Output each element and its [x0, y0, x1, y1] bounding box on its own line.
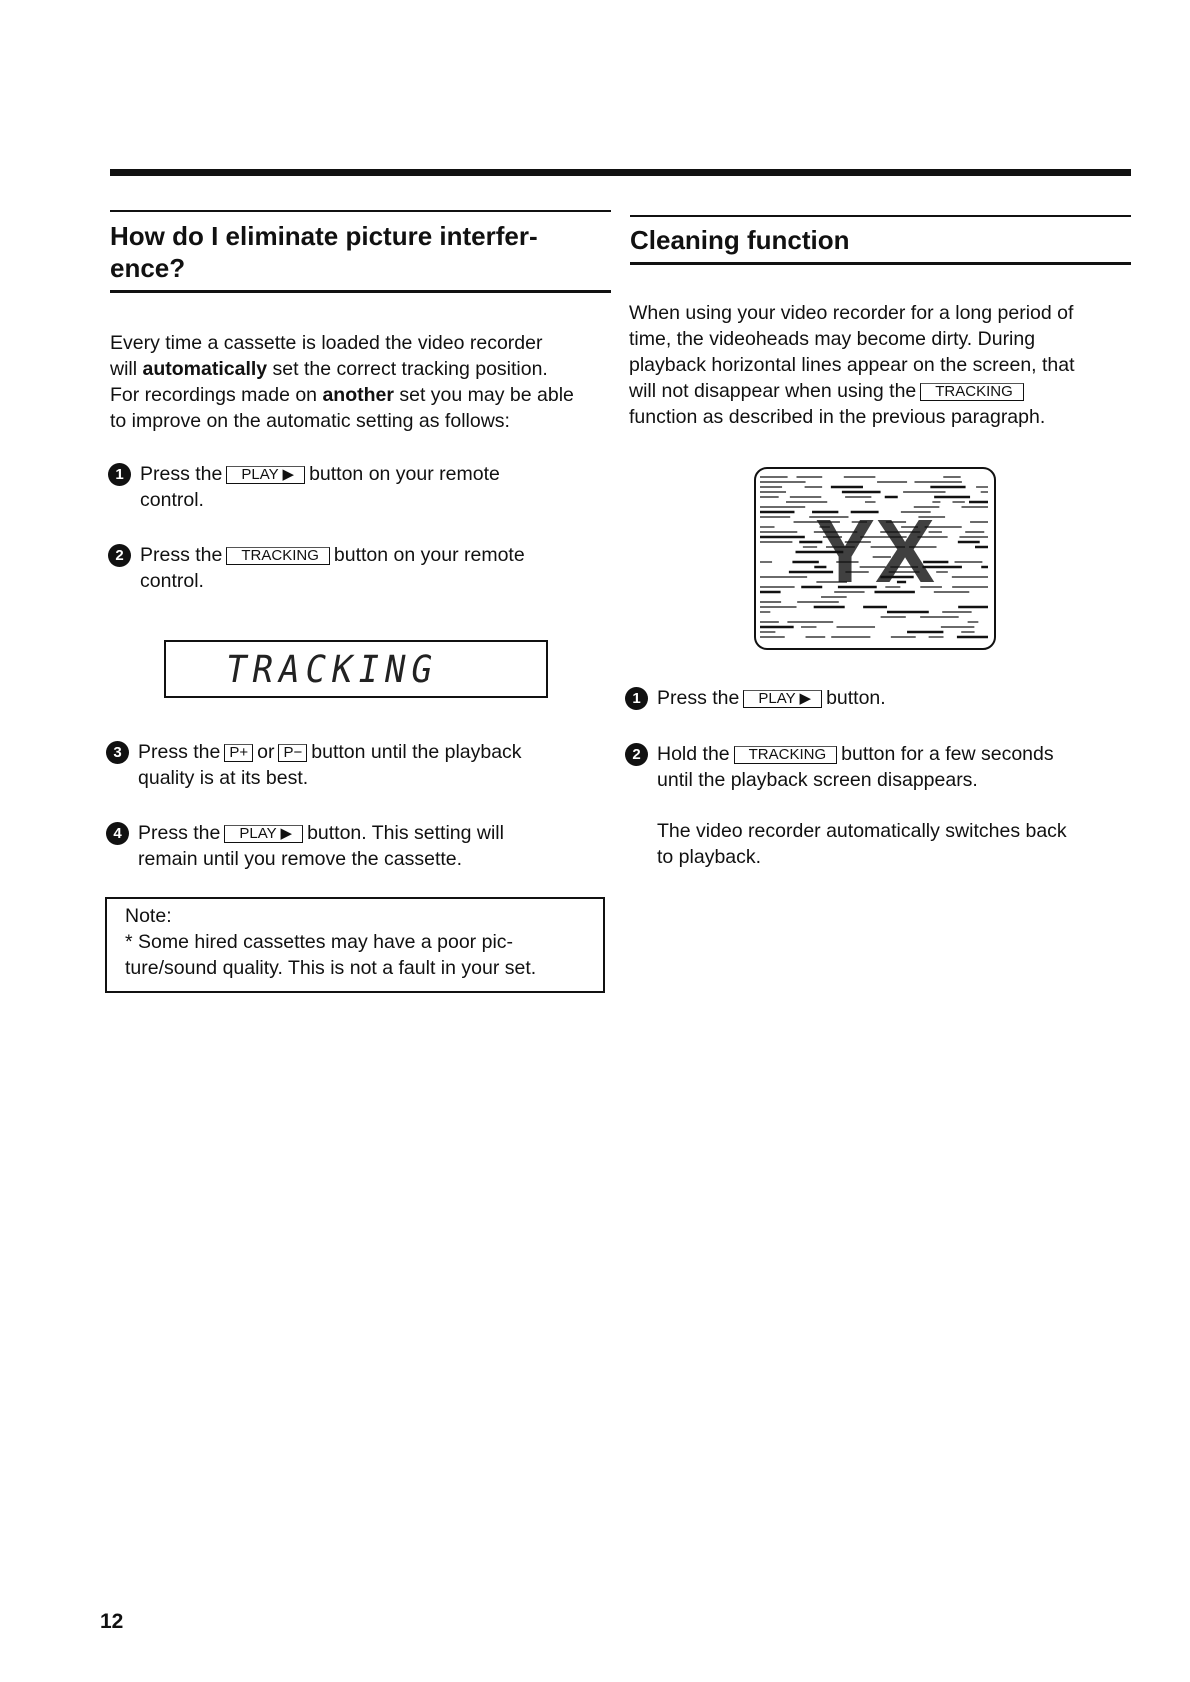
note-text: ture/sound quality. This is not a fault in your set.	[125, 957, 537, 979]
note-title: Note:	[125, 905, 172, 927]
step-3	[106, 739, 522, 791]
play-key: PLAY ▶	[224, 825, 303, 843]
tracking-key: TRACKING	[920, 383, 1024, 401]
text: button.	[826, 687, 886, 709]
step-number: 1	[625, 687, 648, 710]
text: Press the	[138, 822, 221, 844]
text: button. This setting will	[307, 822, 504, 844]
top-rule	[110, 169, 1131, 176]
text: time, the videoheads may become dirty. During	[629, 328, 1036, 350]
text: Press the	[657, 687, 740, 709]
step-number: 2	[108, 544, 131, 567]
text: button on your remote	[333, 544, 525, 566]
intro-paragraph	[110, 330, 574, 434]
text: button for a few seconds	[841, 743, 1054, 765]
p-plus-key: P+	[224, 744, 253, 762]
cleaning-intro	[629, 300, 1075, 430]
step-number: 2	[625, 743, 648, 766]
text: quality is at its best.	[138, 767, 309, 789]
text: Every time a cassette is loaded the video recorder	[110, 332, 543, 354]
note-box	[105, 897, 605, 993]
cleaning-outro	[657, 818, 1067, 870]
lcd-display	[164, 640, 548, 698]
divider	[630, 262, 1131, 265]
text: will	[110, 358, 143, 380]
lcd-text: TRACKING	[222, 648, 442, 692]
heading-line: How do I eliminate picture interfer-	[110, 221, 538, 251]
page-number: 12	[100, 1610, 124, 1633]
divider	[630, 215, 1131, 217]
step-number: 4	[106, 822, 129, 845]
divider	[110, 290, 611, 293]
dirty-playback-screen-illustration	[754, 467, 996, 650]
step-1	[108, 461, 500, 513]
text: button until the playback	[311, 741, 522, 763]
play-key: PLAY ▶	[226, 466, 305, 484]
text: button on your remote	[309, 463, 500, 485]
text: remain until you remove the cassette.	[138, 848, 463, 870]
text: For recordings made on	[110, 384, 323, 406]
step-2	[108, 542, 525, 594]
emphasis: automatically	[142, 358, 268, 380]
tracking-key: TRACKING	[734, 746, 838, 764]
divider	[110, 210, 611, 212]
step-number: 1	[108, 463, 131, 486]
text: The video recorder automatically switches back	[657, 820, 1067, 842]
cleaning-step-2	[625, 741, 1054, 793]
text: Hold the	[657, 743, 730, 765]
text: Press the	[140, 544, 223, 566]
text: set you may be able	[393, 384, 574, 406]
text: Press the	[138, 741, 221, 763]
note-text: * Some hired cassettes may have a poor pic-	[125, 931, 514, 953]
section-heading-interference	[110, 220, 538, 284]
text: playback horizontal lines appear on the screen, that	[629, 354, 1075, 376]
play-key: PLAY ▶	[743, 690, 822, 708]
text: set the correct tracking position.	[267, 358, 548, 380]
step-number: 3	[106, 741, 129, 764]
text: control.	[140, 489, 204, 511]
cleaning-step-1	[625, 685, 886, 711]
text: control.	[140, 570, 204, 592]
text: Press the	[140, 463, 223, 485]
text: or	[257, 741, 275, 763]
heading-line: ence?	[110, 253, 186, 283]
text: to playback.	[657, 846, 762, 868]
text: until the playback screen disappears.	[657, 769, 978, 791]
text: function as described in the previous paragraph.	[629, 406, 1046, 428]
text: to improve on the automatic setting as follows:	[110, 410, 510, 432]
emphasis: another	[322, 384, 394, 406]
tracking-key: TRACKING	[226, 547, 330, 565]
svg-text:YX: YX	[814, 502, 936, 602]
p-minus-key: P−	[278, 744, 307, 762]
text: will not disappear when using the	[629, 380, 917, 402]
step-4	[106, 820, 504, 872]
section-heading-cleaning: Cleaning function	[630, 225, 850, 255]
text: When using your video recorder for a long period of	[629, 302, 1074, 324]
